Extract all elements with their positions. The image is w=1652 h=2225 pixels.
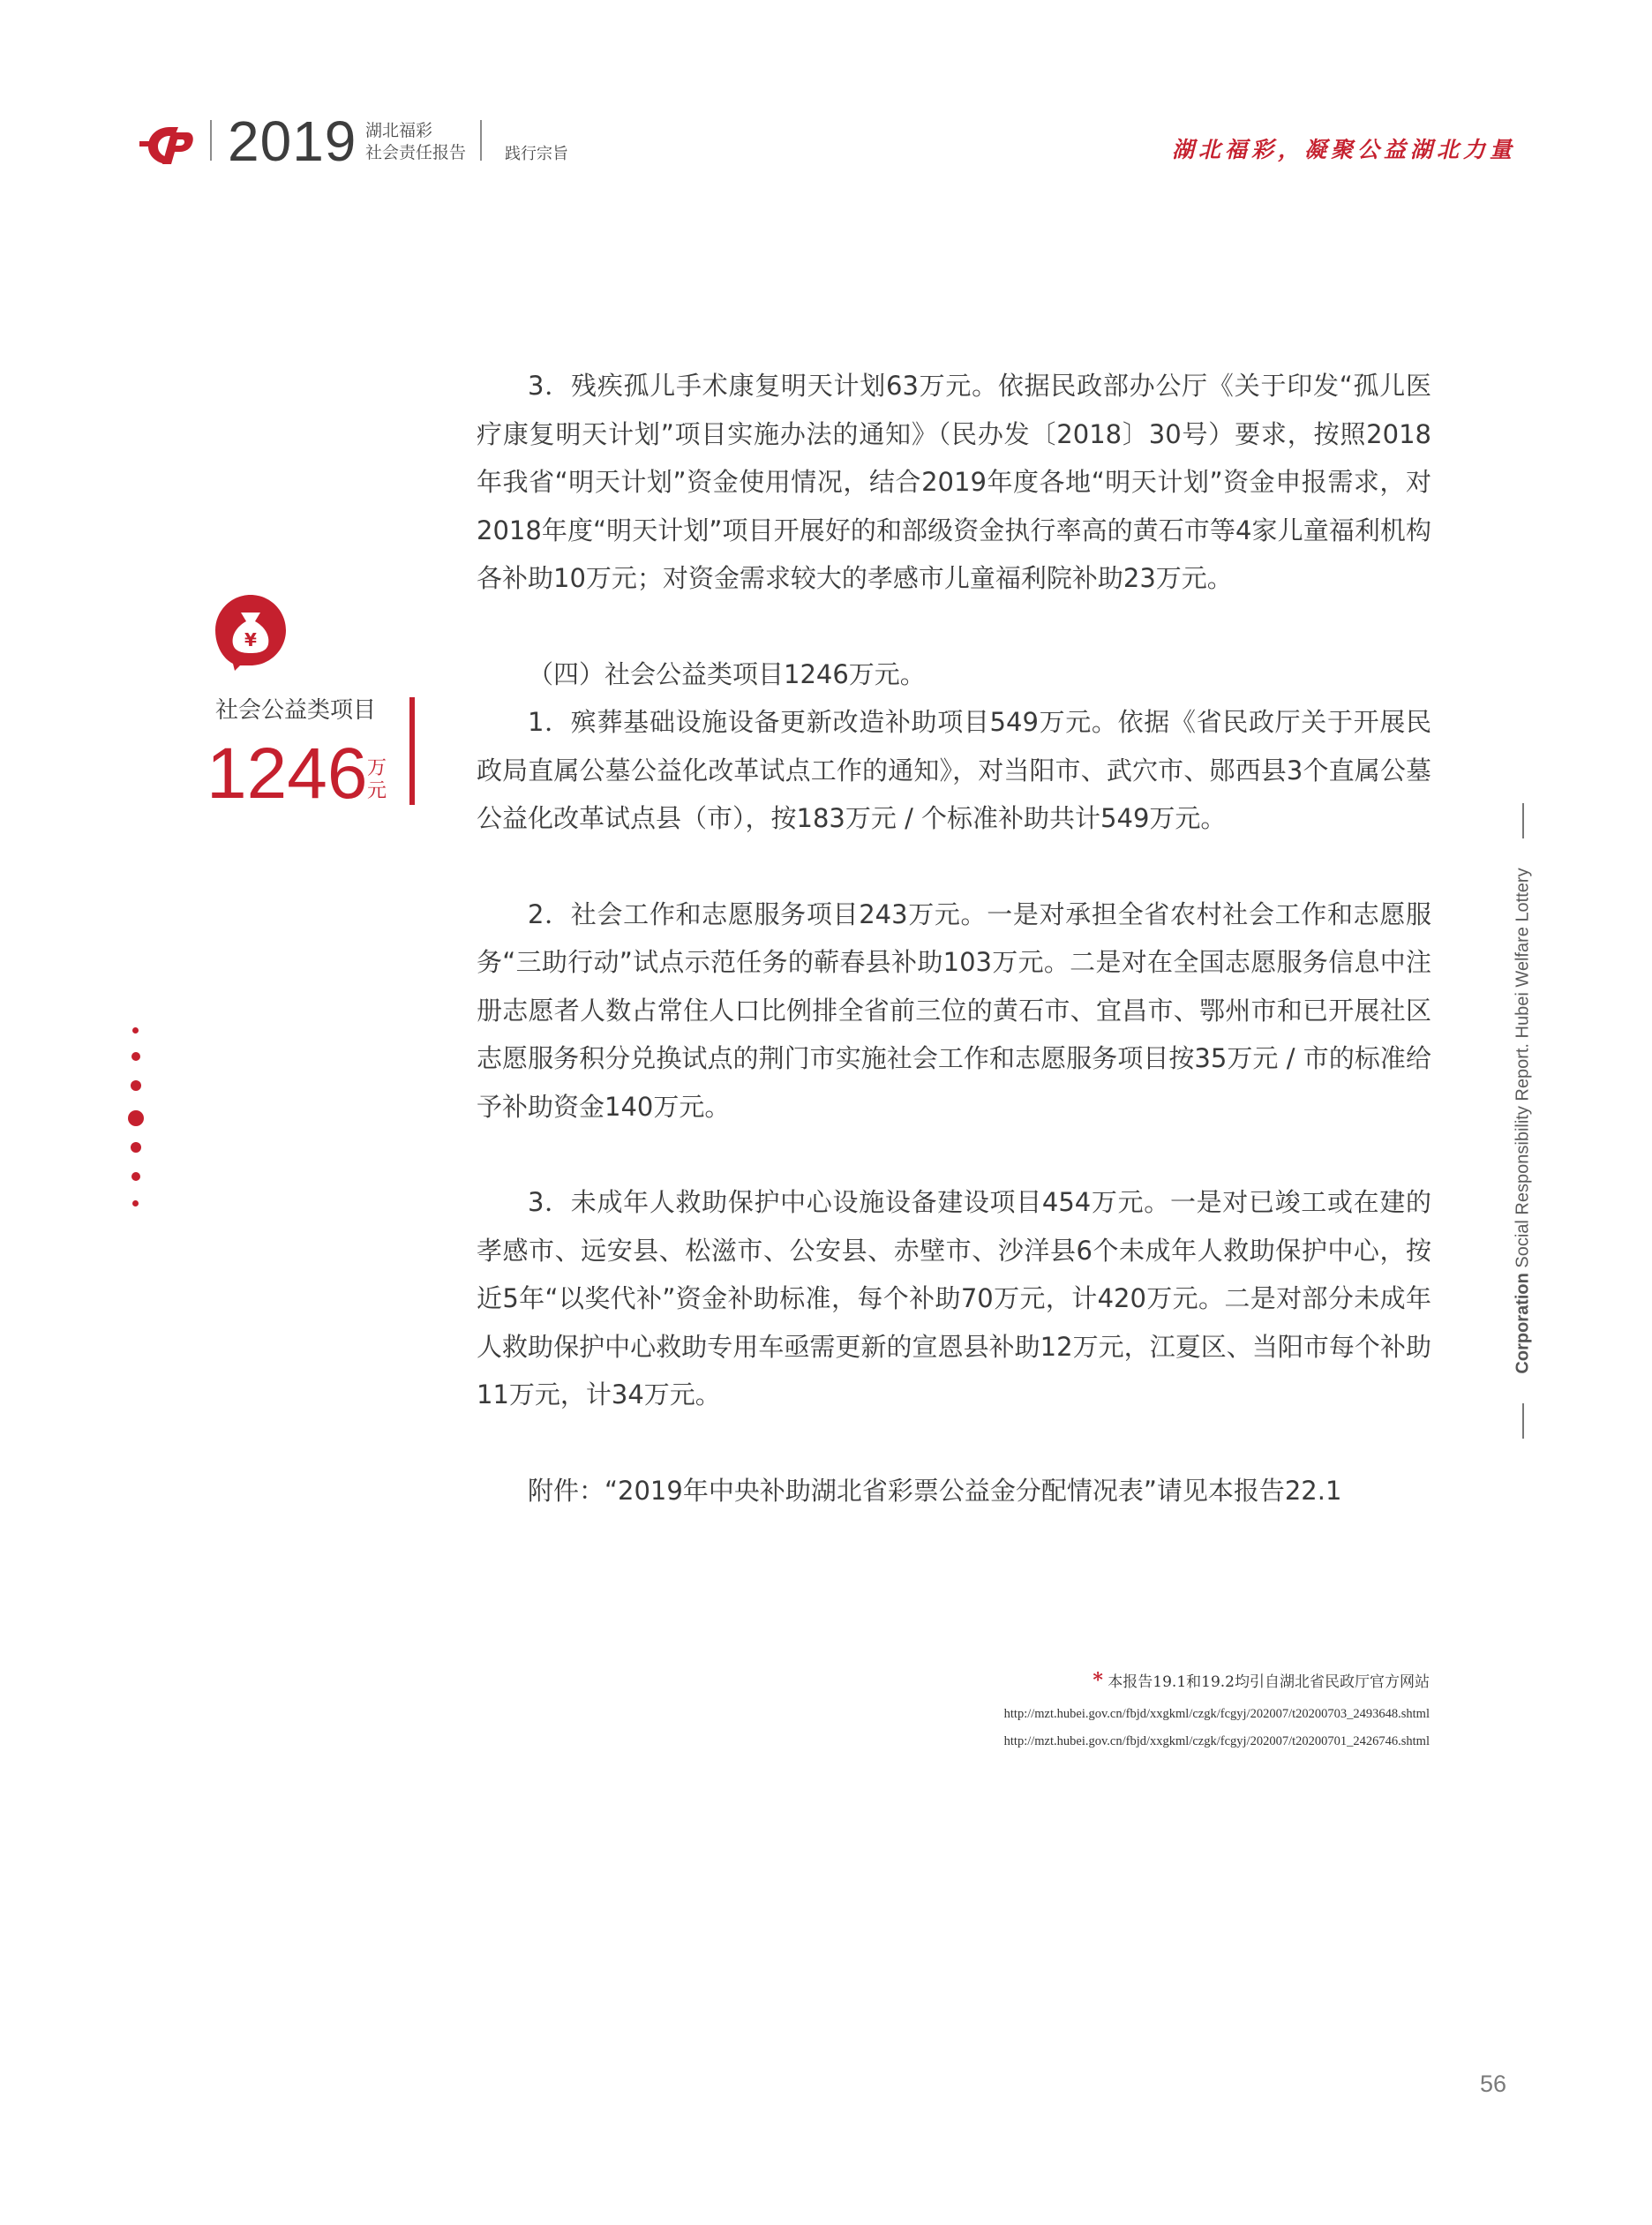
report-subtitle [365, 120, 466, 164]
tagline-rule [1522, 1403, 1524, 1439]
paragraph-minor-protection-center: 3．未成年人救助保护中心设施设备建设项目454万元。一是对已竣工或在建的孝感市、远安县、松滋市、公安县、赤壁市、沙洋县6个未成年人救助保护中心，按近5年“以奖代补”资金补助标准，每个补助70万元，计420万元。二是对部分未成年人救助保护中心救助专用车亟需更新的宣恩县补助12万元，江夏区、当阳市每个补助11万元，计34万元。 [477, 1187, 1431, 1409]
footnote-url[interactable]: http://mzt.hubei.gov.cn/fbjd/xxgkml/czgk/fcgyj/202007/t20200701_2426746.shtml [1003, 1734, 1430, 1748]
stat-unit-line2: 元 [366, 780, 387, 802]
body-text [477, 362, 1431, 1515]
dot [131, 1080, 141, 1091]
tagline-bold: Corporation [1513, 1273, 1533, 1374]
report-subtitle-line2: 社会责任报告 [365, 143, 467, 162]
welfare-lottery-logo-icon [139, 120, 194, 166]
money-bag-yuan-icon [214, 593, 288, 671]
dot [131, 1172, 140, 1181]
section-heading-public-welfare: （四）社会公益类项目1246万元。 [528, 658, 926, 689]
report-year: 2019 [228, 109, 357, 173]
tagline-rest: Social Responsibility Report. Hubei Welfare Lottery [1513, 868, 1533, 1274]
footnote-title-text: 本报告19.1和19.2均引自湖北省民政厅官方网站 [1108, 1673, 1430, 1691]
dot [132, 1200, 139, 1206]
dot [131, 1142, 141, 1153]
stat-value: 1246 [206, 733, 368, 814]
dot [131, 1052, 140, 1061]
paragraph-social-work-volunteer: 2．社会工作和志愿服务项目243万元。一是对承担全省农村社会工作和志愿服务“三助行动”试点示范任务的蕲春县补助103万元。二是对在全国志愿服务信息中注册志愿者人数占常住人口比例排全省前三位的黄石市、宜昌市、鄂州市和已开展社区志愿服务积分兑换试点的荆门市实施社会工作和志愿服务项目按35万元 / 市的标准给予补助资金140万元。 [477, 898, 1431, 1122]
side-tagline [1506, 803, 1541, 1439]
footnote-url[interactable]: http://mzt.hubei.gov.cn/fbjd/xxgkml/czgk/fcgyj/202007/t20200703_2493648.shtml [1003, 1707, 1430, 1721]
stat-unit-line1: 万 [366, 757, 387, 779]
footnote-star-icon: * [1093, 1669, 1103, 1692]
header-divider [480, 120, 482, 161]
tagline-rule [1522, 803, 1524, 838]
side-tagline-text [1513, 868, 1534, 1373]
paragraph-attachment-note: 附件：“2019年中央补助湖北省彩票公益金分配情况表”请见本报告22.1 [528, 1475, 1342, 1506]
page-number: 56 [1480, 2071, 1507, 2097]
dot [132, 1027, 139, 1034]
svg-text:¥: ¥ [244, 629, 257, 650]
footnote [812, 1668, 1430, 1749]
stat-accent-bar [409, 697, 415, 805]
paragraph-funeral-facilities: 1．殡葬基础设施设备更新改造补助项目549万元。依据《省民政厅关于开展民政局直属公墓公益化改革试点工作的通知》，对当阳市、武穴市、郧西县3个直属公墓公益化改革试点县（市），按183万元 / 个标准补助共计549万元。 [477, 707, 1431, 833]
page-header [139, 109, 1516, 175]
dot [128, 1110, 144, 1126]
header-divider [210, 120, 212, 161]
footnote-title [812, 1668, 1430, 1695]
section-name: 践行宗旨 [505, 145, 568, 163]
paragraph-orphan-surgery: 3．残疾孤儿手术康复明天计划63万元。依据民政部办公厅《关于印发“孤儿医疗康复明天计划”项目实施办法的通知》（民办发〔2018〕30号）要求，按照2018年我省“明天计划”资金使用情况，结合2019年度各地“明天计划”资金申报需求，对2018年度“明天计划”项目开展好的和部级资金执行率高的黄石市等4家儿童福利机构各补助10万元；对资金需求较大的孝感市儿童福利院补助23万元。 [477, 371, 1431, 593]
stat-label: 社会公益类项目 [215, 697, 377, 724]
stat-unit [365, 757, 388, 803]
header-slogan: 湖北福彩，凝聚公益湖北力量 [1171, 137, 1516, 162]
report-subtitle-line1: 湖北福彩 [365, 121, 433, 140]
